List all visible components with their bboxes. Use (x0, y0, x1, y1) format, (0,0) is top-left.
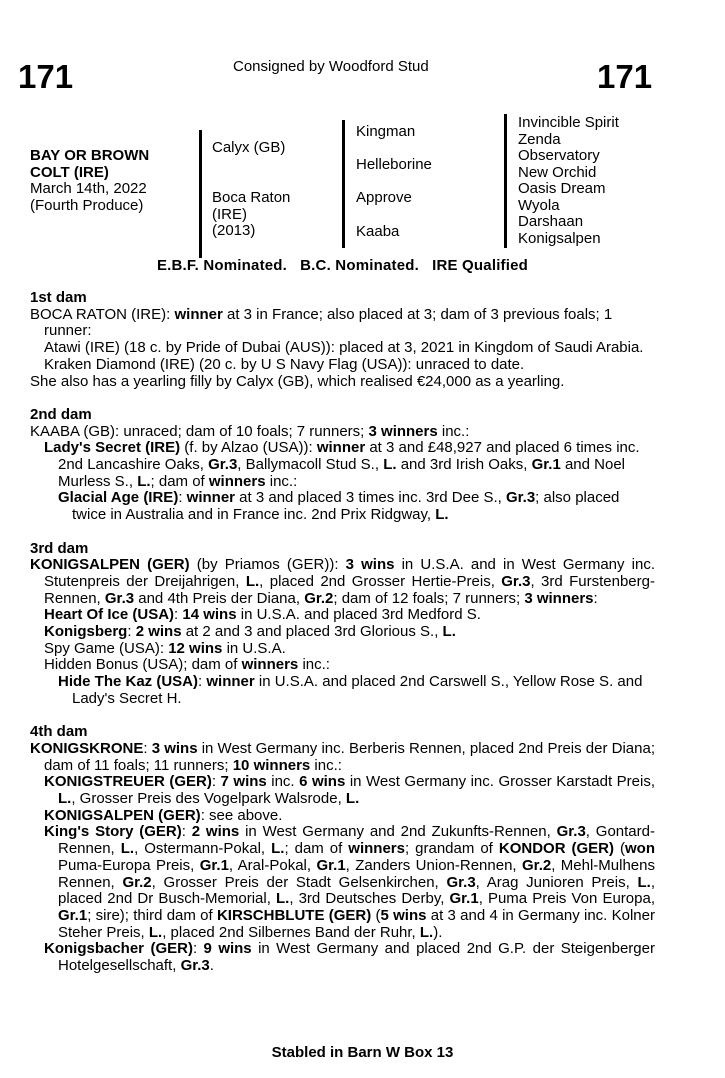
bold-text: 3 winners (524, 589, 594, 607)
text: ). (433, 923, 443, 941)
fourth-dam-offspring (30, 808, 655, 825)
bold-text: Gr.3 (104, 589, 135, 607)
bold-text: winner (174, 305, 223, 323)
bold-text: 2 wins (135, 623, 182, 641)
consignor: Consigned by Woodford Stud (233, 58, 429, 75)
text: inc. (266, 773, 300, 791)
text: ; also placed twice in Australia and in France inc. 2nd Prix Ridgway, (72, 489, 620, 524)
text: in U.S.A. and placed 2nd Carswell S., Yellow Rose S. and Lady's Secret H. (72, 673, 643, 707)
text: : (181, 823, 192, 841)
horse-name: Konigsberg (44, 623, 128, 641)
bold-text: L. (245, 572, 260, 590)
pedigree-gen3-item: New Orchid (518, 163, 597, 181)
text: ( (614, 840, 626, 858)
horse-name: Heart Of Ice (USA) (44, 606, 175, 624)
pedigree-sire-sire: Kingman (356, 123, 416, 140)
bold-text: Gr.3 (208, 456, 238, 474)
bold-text: winners (348, 840, 405, 858)
fourth-dam-offspring (30, 824, 655, 941)
text: in West Germany and 2nd Zukunfts-Rennen, (239, 823, 557, 841)
bold-text: winner (186, 489, 235, 507)
bold-text: L. (442, 623, 456, 641)
horse-name: Hide The Kaz (USA) (58, 673, 199, 691)
dam-name: KONIGSKRONE (30, 739, 144, 757)
pedigree-dam-dam: Kaaba (356, 223, 400, 240)
pedigree-gen3-item: Observatory (518, 147, 600, 164)
text: : see above. (200, 806, 283, 824)
bold-text: 10 winners (232, 756, 311, 774)
text: ; dam of (150, 472, 209, 490)
pedigree-gen3-item: Wyola (518, 196, 560, 214)
horse-name: Glacial Age (IRE) (58, 489, 179, 507)
second-dam-grand-offspring (30, 490, 655, 523)
lot-number-right: 171 (597, 58, 653, 95)
bold-text: L. (148, 923, 163, 941)
bold-text: L. (435, 506, 449, 524)
text: (f. by Alzao (USA)): (180, 439, 317, 457)
text: , Mehl-Mulhens Rennen, (58, 856, 655, 891)
bold-text: 2 wins (191, 823, 240, 841)
pedigree-divider-2 (342, 120, 345, 248)
text: , Aral-Pokal, (228, 856, 317, 874)
text: : (198, 673, 207, 691)
horse-description (30, 148, 149, 214)
text: : (178, 489, 187, 507)
horse-produce: (Fourth Produce) (30, 196, 144, 214)
horse-sex: COLT (IRE) (30, 163, 109, 181)
bold-text: Gr.1 (531, 456, 561, 474)
text: , Grosser Preis des Vogelpark Walsrode, (71, 790, 346, 808)
horse-name: KONIGSALPEN (GER) (44, 806, 201, 824)
bold-text: winner (206, 673, 255, 691)
text: and 4th Preis der Diana, (134, 589, 305, 607)
third-dam-offspring (30, 624, 655, 641)
text: Puma-Europa Preis, (58, 856, 200, 874)
dam-name: BOCA RATON (IRE) (30, 305, 167, 323)
bold-text: Gr.3 (446, 873, 476, 891)
pedigree-dam (212, 190, 290, 240)
bold-text: Gr.1 (199, 856, 229, 874)
fourth-dam-heading: 4th dam (30, 723, 88, 741)
text: , placed 2nd Grosser Hertie-Preis, (259, 572, 502, 590)
first-dam-foal: Kraken Diamond (IRE) (20 c. by U S Navy Flag (USA)): unraced to date. (44, 355, 525, 373)
text: , 3rd Deutsches Derby, (289, 890, 450, 908)
third-dam-heading: 3rd dam (30, 539, 89, 557)
bold-text: L. (271, 840, 285, 858)
text: : (174, 606, 183, 624)
pedigree-dam-year: (2013) (212, 222, 256, 239)
text: , placed 2nd Silbernes Band der Ruhr, (162, 923, 420, 941)
bold-text: KONDOR (GER) (498, 840, 615, 858)
bold-text: L. (58, 790, 72, 808)
dam-name: KONIGSALPEN (GER) (30, 556, 190, 574)
text: in West Germany inc. Grosser Karstadt Preis, (345, 773, 656, 791)
pedigree-gen3-item: Konigsalpen (518, 229, 601, 247)
third-dam-grand-offspring (30, 674, 655, 707)
bold-text: Gr.3 (501, 572, 531, 590)
text: ; grandam of (404, 840, 499, 858)
pedigree-gen3 (518, 115, 619, 247)
horse-foaled: March 14th, 2022 (30, 180, 147, 197)
bold-text: L. (137, 472, 151, 490)
bold-text: winners (208, 472, 266, 490)
bold-text: won (625, 840, 656, 858)
bold-text: Gr.1 (316, 856, 346, 874)
bold-text: 7 wins (220, 773, 267, 791)
bold-text: 12 wins (168, 639, 223, 657)
text: and Noel Murless S., (58, 456, 625, 490)
horse-colour: BAY OR BROWN (30, 147, 150, 164)
horse-name: Lady's Secret (IRE) (44, 439, 181, 457)
bold-text: Gr.2 (122, 873, 152, 891)
text: in West Germany and placed 2nd G.P. der Steigenberger Hotelgesellschaft, (58, 940, 655, 975)
text: in U.S.A. and placed 3rd Medford S. (236, 606, 481, 624)
pedigree-sire: Calyx (GB) (212, 139, 286, 156)
text: , Ostermann-Pokal, (134, 840, 272, 858)
text: , Zanders Union-Rennen, (345, 856, 523, 874)
text: KAABA (GB): unraced; dam of 10 foals; 7 runners; (30, 422, 369, 440)
first-dam-record (30, 307, 655, 340)
bold-text: Gr.3 (180, 957, 210, 975)
bold-text: Gr.3 (505, 489, 536, 507)
text: : (211, 773, 221, 791)
text: ; sire); third dam of (87, 906, 217, 924)
text: (by Priamos (GER)): (189, 556, 346, 574)
text: : (143, 739, 152, 757)
fourth-dam-record (30, 741, 655, 774)
fourth-dam-offspring (30, 774, 655, 807)
text: : (192, 940, 204, 958)
bold-text: L. (120, 840, 135, 858)
text: at 3 and £48,927 and placed 6 times inc. 2nd Lancashire Oaks, (58, 439, 640, 474)
text: , Ballymacoll Stud S., (237, 456, 384, 474)
bold-text: L. (383, 456, 397, 474)
text: , Gontard-Rennen, (58, 823, 655, 858)
nominations: E.B.F. Nominated. B.C. Nominated. IRE Qualified (156, 257, 529, 274)
third-dam-offspring (30, 607, 655, 624)
text: Hidden Bonus (USA); dam of (44, 656, 242, 674)
text: : (593, 589, 598, 607)
text: ; dam of (284, 840, 349, 858)
text: inc.: (310, 756, 342, 774)
bold-text: 6 wins (299, 773, 346, 791)
text: , Puma Preis Von Europa, (478, 890, 655, 908)
lot-number-left: 171 (18, 58, 74, 95)
bold-text: winner (316, 439, 366, 457)
bold-text: L. (275, 890, 290, 908)
pedigree-dam-country: (IRE) (212, 205, 247, 223)
first-dam-heading: 1st dam (30, 289, 87, 306)
text: at 3 and placed 3 times inc. 3rd Dee S., (235, 489, 506, 507)
text: in U.S.A. (222, 639, 286, 657)
text: in U.S.A. and in West Germany inc. Stutenpreis der Dreijahrigen, (44, 556, 655, 590)
bold-text: Gr.2 (522, 856, 552, 874)
text: , placed 2nd Dr Busch-Memorial, (58, 873, 655, 908)
text: in West Germany inc. Berberis Rennen, placed 2nd Preis der Diana; dam of 11 foals; 11 runners; (44, 739, 655, 774)
bold-text: 9 wins (203, 940, 252, 958)
bold-text: 3 wins (345, 556, 395, 574)
text: : (127, 623, 136, 641)
text: . (209, 957, 214, 975)
text: Spy Game (USA): (44, 639, 169, 657)
pedigree-dam-sire: Approve (356, 189, 412, 206)
pedigree-divider-3 (504, 114, 507, 248)
text: , Arag Junioren Preis, (475, 873, 638, 891)
text: , Grosser Preis der Stadt Gelsenkirchen, (151, 873, 447, 891)
bold-text: L. (637, 873, 651, 891)
text: inc.: (437, 422, 470, 440)
yearling-note: She also has a yearling filly by Calyx (GB), which realised €24,000 as a yearling. (30, 372, 565, 390)
second-dam-record (30, 424, 655, 441)
bold-text: 14 wins (182, 606, 237, 624)
bold-text: KIRSCHBLUTE (GER) (216, 906, 372, 924)
bold-text: Gr.1 (449, 890, 479, 908)
text: inc.: (298, 656, 330, 674)
bold-text: Gr.1 (58, 906, 88, 924)
horse-name: KONIGSTREUER (GER) (44, 773, 212, 791)
bold-text: 5 wins (380, 906, 427, 924)
catalogue-body (30, 290, 655, 975)
bold-text: Gr.3 (556, 823, 586, 841)
second-dam-heading: 2nd dam (30, 405, 92, 423)
pedigree-divider-1 (199, 130, 202, 258)
second-dam-offspring (30, 440, 655, 490)
third-dam-record (30, 557, 655, 607)
pedigree-dam-name: Boca Raton (212, 189, 291, 206)
stabling-info: Stabled in Barn W Box 13 (271, 1044, 454, 1061)
pedigree-gen3-item: Darshaan (518, 213, 584, 230)
first-dam-foal: Atawi (IRE) (18 c. by Pride of Dubai (AUS)): placed at 3, 2021 in Kingdom of Saudi Arabia. (44, 339, 644, 357)
text: ; dam of 12 foals; 7 runners; (333, 589, 525, 607)
text: at 2 and 3 and placed 3rd Glorious S., (181, 623, 443, 641)
horse-name: King's Story (GER) (44, 823, 182, 841)
text: inc.: (265, 472, 298, 490)
bold-text: winners (241, 656, 299, 674)
bold-text: L. (419, 923, 434, 941)
bold-text: 3 wins (151, 739, 198, 757)
pedigree-sire-dam: Helleborine (356, 156, 432, 173)
text: at 3 and 4 in Germany inc. Kolner Steher Preis, (58, 906, 655, 941)
fourth-dam-offspring (30, 941, 655, 974)
third-dam-offspring (30, 657, 655, 674)
pedigree-gen3-item: Invincible Spirit (518, 114, 619, 131)
pedigree-gen3-item: Zenda (518, 130, 561, 148)
text: and 3rd Irish Oaks, (396, 456, 532, 474)
pedigree-gen3-item: Oasis Dream (518, 180, 606, 197)
text: at 3 in France; also placed at 3; dam of 3 previous foals; 1 runner: (44, 305, 613, 340)
bold-text: L. (345, 790, 360, 808)
text: ( (371, 906, 381, 924)
bold-text: 3 winners (368, 422, 438, 440)
third-dam-offspring (30, 641, 655, 658)
horse-name: Konigsbacher (GER) (44, 940, 193, 958)
text: , 3rd Furstenberg-Rennen, (44, 572, 655, 607)
text: : (166, 305, 175, 323)
bold-text: Gr.2 (304, 589, 334, 607)
